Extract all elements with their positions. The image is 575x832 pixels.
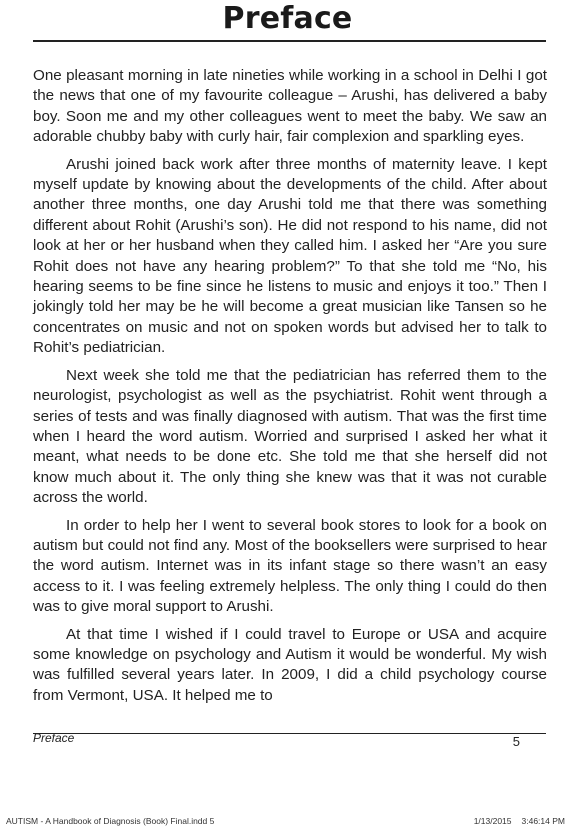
print-slug-filename: AUTISM - A Handbook of Diagnosis (Book) Final.indd 5	[6, 816, 215, 826]
print-slug-timestamp	[464, 816, 565, 826]
paragraph-3: Next week she told me that the pediatrician has referred them to the neurologist, psychologist as well as the psychiatrist. Rohit went through a series of tests and was finally diagnosed with autism. That was the first time when I heard the word autism. Worried and surprised I asked her what it meant, what needs to be done etc. She told me that she herself did not know much about it. The only thing she knew was that it was not curable across the world.	[33, 366, 547, 507]
body-text	[33, 66, 547, 713]
print-slug-time: 3:46:14 PM	[521, 816, 565, 826]
running-footer-title: Preface	[33, 731, 75, 745]
page-title: Preface	[222, 1, 353, 36]
paragraph-2: Arushi joined back work after three months of maternity leave. I kept myself update by knowing about the developments of the child. After about another three months, one day Arushi told me that there was something different about Rohit (Arushi’s son). He did not respond to his name, did not look at her or her husband when they called him. I asked her “Are you sure Rohit does not have any hearing problem?” To that she told me “No, his hearing seems to be fine since he listens to music and enjoys it too.” Then I jokingly told her may be he will become a great musician like Tansen so he concentrates on music and not on spoken words but advised her to talk to Rohit’s pediatrician.	[33, 155, 547, 357]
page-number: 5	[512, 734, 520, 749]
footer-rule	[33, 733, 546, 734]
print-slug-date: 1/13/2015	[473, 816, 512, 826]
title-underline	[33, 40, 546, 42]
paragraph-5: At that time I wished if I could travel to Europe or USA and acquire some knowledge on psychology and Autism it would be wonderful. My wish was fulfilled several years later. In 2009, I did a child psychology course from Vermont, USA. It helped me to	[33, 625, 547, 704]
paragraph-4: In order to help her I went to several book stores to look for a book on autism but could not find any. Most of the booksellers were surprised to hear the word autism. Internet was in its infant stage so there wasn’t an easy access to it. I was feeling extremely helpless. The only thing I could do then was to give moral support to Arushi.	[33, 516, 547, 616]
paragraph-1: One pleasant morning in late nineties while working in a school in Delhi I got the news that one of my favourite colleague – Arushi, has delivered a baby boy. Soon me and my other colleagues went to meet the baby. We saw an adorable chubby baby with curly hair, fair complexion and sparkling eyes.	[33, 67, 547, 146]
